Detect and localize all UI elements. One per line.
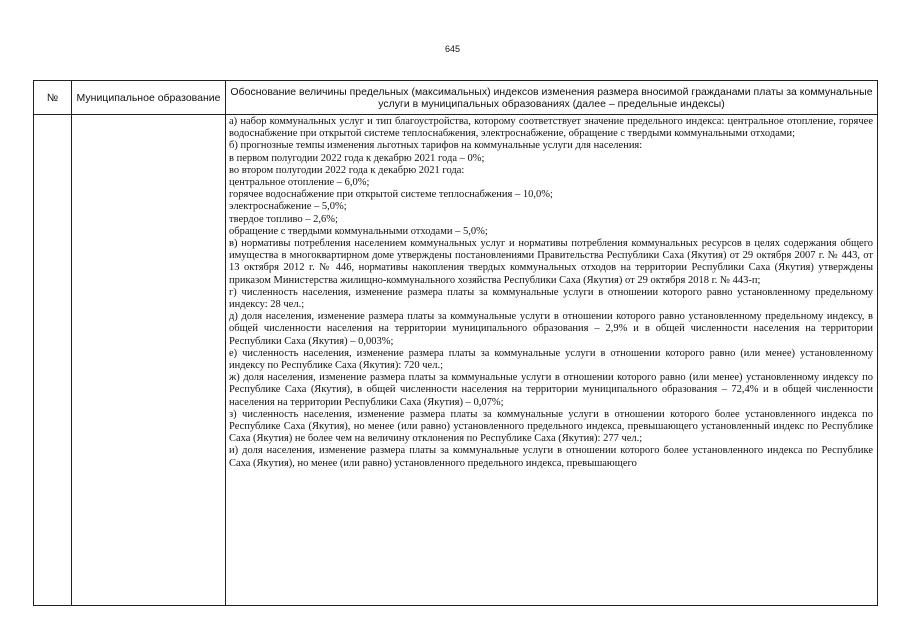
paragraph-zh: ж) доля населения, изменение размера платы за коммунальные услуги в отношении которого равно (или менее) установленному индексу по Республике Саха (Якутия), в общей численности населения на территории муниципального образования – 72,4% и в общей численности населения на территории Республики Саха (Якутия) – 0,07%; [229,372,873,408]
table-row [34,115,878,606]
table-header-row [34,81,878,115]
document-table [33,80,878,606]
cell-municipality [72,115,226,606]
paragraph-e: е) численность населения, изменение размера платы за коммунальные услуги в отношении которого равно (или менее) установленному индексу по Республике Саха (Якутия): 720 чел.; [229,347,873,372]
page-number: 645 [444,44,461,54]
paragraph-solid-fuel: твердое топливо – 2,6%; [229,213,338,225]
paragraph-a: а) набор коммунальных услуг и тип благоустройства, которому соответствует значение предельного индекса: центральное отопление, горячее водоснабжение при открытой системе теплоснабжения, электроснабжение, обращение с твердыми коммунальными отходами; [229,116,873,140]
header-municipality: Муниципальное образование [72,81,226,115]
paragraph-b-first-half: в первом полугодии 2022 года к декабрю 2021 года – 0%; [229,152,485,164]
cell-justification [226,115,878,606]
paragraph-hot-water: горячее водоснабжение при открытой системе теплоснабжения – 10,0%; [229,189,553,201]
paragraph-waste: обращение с твердыми коммунальными отходами – 5,0%; [229,225,488,237]
paragraph-b: б) прогнозные темпы изменения льготных тарифов на коммунальные услуги для населения: [229,140,643,152]
paragraph-d: д) доля населения, изменение размера платы за коммунальные услуги в отношении которого равно установленному предельному индексу, в общей численности населения на территории муниципального образования – 2,9% и в общей численности населения на территории Республики Саха (Якутия) – 0,003%; [229,311,873,347]
paragraph-i: и) доля населения, изменение размера платы за коммунальные услуги в отношении которого более установленного индекса по Республике Саха (Якутия), но менее (или равно) установленного предельного индекса, превышающего [229,445,873,469]
header-number: № [34,81,72,115]
justification-text [226,115,877,470]
paragraph-b-second-half: во втором полугодии 2022 года к декабрю 2021 года: [229,164,465,176]
paragraph-z: з) численность населения, изменение размера платы за коммунальные услуги в отношении которого более установленного индекса по Республике Саха (Якутия), но менее (или равно) установленного предельного индекса, превышающего установленный индекс по Республике Саха (Якутия) не более чем на величину отклонения по Республике Саха (Якутия): 277 чел.; [229,408,873,445]
paragraph-heating: центральное отопление – 6,0%; [229,177,370,189]
header-justification: Обоснование величины предельных (максимальных) индексов изменения размера вносимой гражданами платы за коммунальные услуги в муниципальных образованиях (далее – предельные индексы) [226,81,878,115]
cell-number [34,115,72,606]
paragraph-electricity: электроснабжение – 5,0%; [229,201,347,213]
paragraph-v: в) нормативы потребления населением коммунальных услуг и нормативы потребления коммунальных ресурсов в целях содержания общего имущества в многоквартирном доме утверждены постановлениями Правительства Республики Саха (Якутия) от 29 октября 2007 г. № 443, от 13 октября 2012 г. № 446, нормативы накопления твердых коммунальных отходов на территории Республики Саха (Якутия) утверждены приказом Министерства жилищно-коммунального хозяйства Республики Саха (Якутия) от 29 октября 2018 г. № 443-п; [229,238,873,286]
paragraph-g: г) численность населения, изменение размера платы за коммунальные услуги в отношении которого равно установленному предельному индексу: 28 чел.; [229,286,873,311]
